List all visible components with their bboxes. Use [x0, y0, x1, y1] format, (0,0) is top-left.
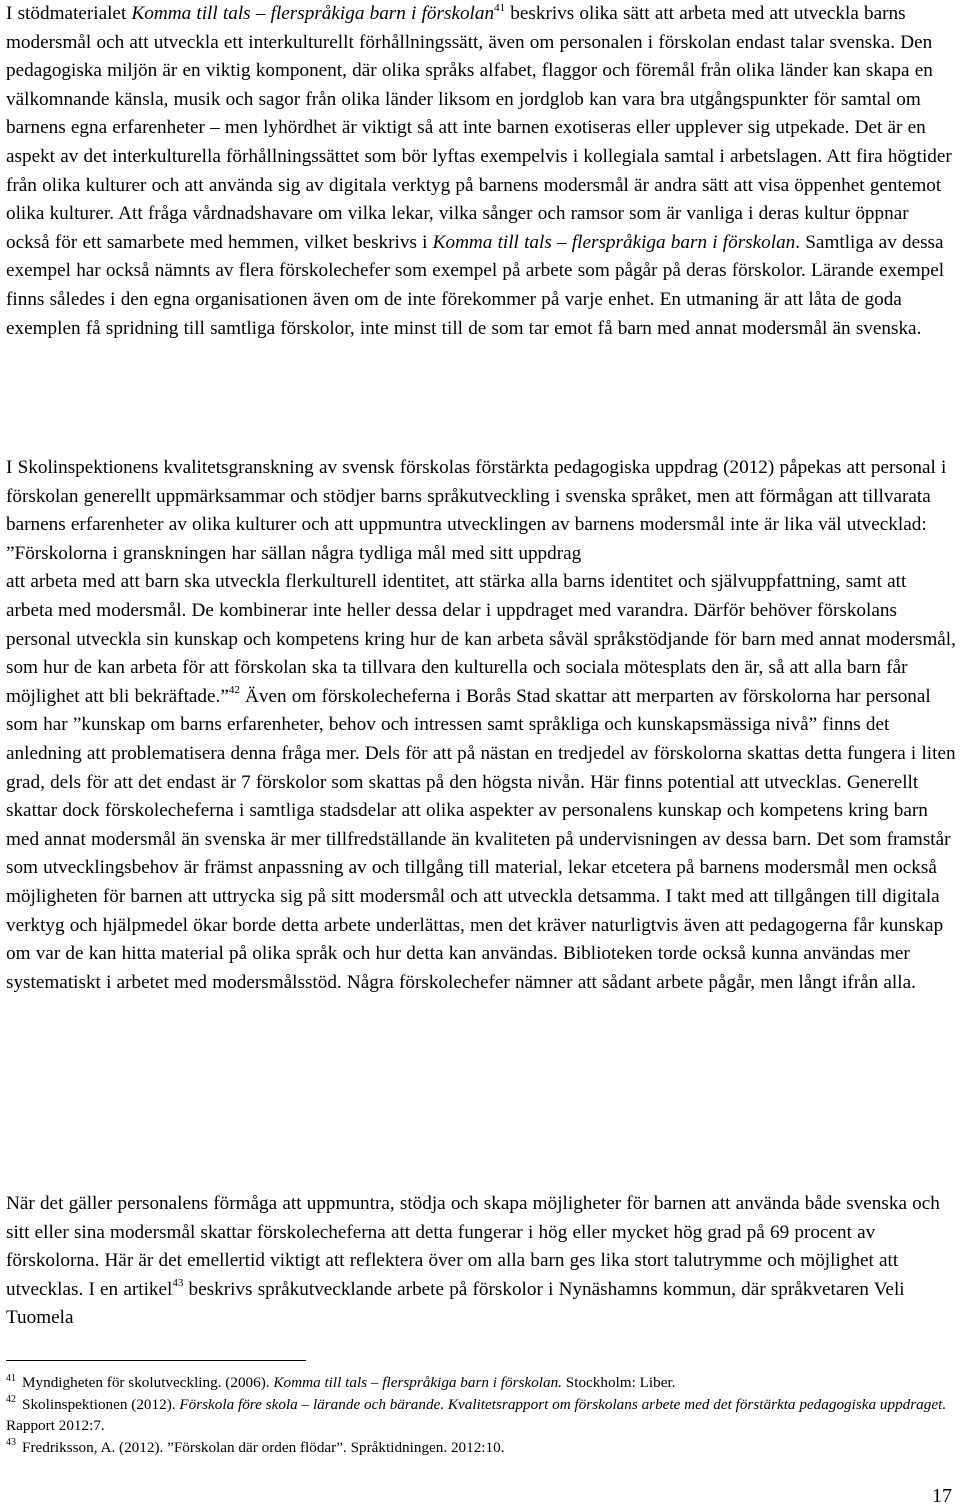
p3-text-end: beskrivs språkutvecklande arbete på förskolor i Nynäshamns kommun, där språkvetaren Veli Tuomela: [6, 1278, 905, 1329]
footnote-separator: [6, 1360, 306, 1361]
p2-quote-rest: att arbeta med att barn ska utveckla flerkulturell identitet, att stärka alla barns identitet och självuppfattning, samt att arbeta med modersmål. De kombinerar inte heller dessa delar i uppdraget med varandra. Därför behöver förskolans personal utveckla sin kunskap och kompetens kring hur de kan arbeta såväl språkstödjande för barn med annat modersmål, som hur de kan arbeta för att förskolan ska ta tillvara den kulturella och sociala mötesplats den är, så att alla barn får möjlighet att bli bekräftade.”: [6, 571, 956, 707]
p1-text-start: I stödmaterialet: [6, 3, 132, 24]
body-paragraph-1: [6, 0, 956, 343]
footnote-41: [6, 1372, 956, 1394]
p2-intro: I Skolinspektionens kvalitetsgranskning av svensk förskolas förstärkta pedagogiska uppdrag (2012) påpekas att personal i förskolan generellt uppmärksammar och stödjer barns språkutveckling i svenska språket, men att förmågan att tillvarata barnens erfarenheter av olika kulturer och att uppmuntra utvecklingen av barnens modersmål inte är lika väl utvecklad:: [6, 457, 947, 536]
body-paragraph-2: [6, 454, 956, 997]
p1-text-middle: beskrivs olika sätt att arbeta med att utveckla barns modersmål och att utveckla ett interkulturellt förhållningssätt, även om personalen i förskolan endast talar svenska. Den pedagogiska miljön är en viktig komponent, där olika språks alfabet, flaggor och föremål från olika länder kan skapa en välkomnande känsla, musik och sagor från olika länder liksom en jordglob kan vara bra utgångspunkter för samtal om barnens egna erfarenheter – men lyhördhet är viktigt så att inte barnen exotiseras eller upplever sig utpekade. Det är en aspekt av det interkulturella förhållningssättet som bör lyftas exempelvis i kollegiala samtal i arbetslagen. Att fira högtider från olika kulturer och att använda sig av digitala verktyg på barnens modersmål är andra sätt att visa öppenhet gentemot olika kulturer. Att fråga vårdnadshavare om vilka lekar, vilka sånger och ramsor som är vanliga i deras kultur öppnar också för ett samarbete med hemmen, vilket beskrivs i: [6, 3, 952, 253]
footnote-text-end: Rapport 2012:7.: [6, 1417, 105, 1434]
p3-text-start: När det gäller personalens förmåga att uppmuntra, stödja och skapa möjligheter för barnen att använda både svenska och sitt eller sina modersmål skattar förskolecheferna att detta fungerar i hög eller mycket hög grad på 69 procent av förskolorna. Här är det emellertid viktigt att reflektera över om alla barn ges lika stort talutrymme och möjlighet att utvecklas. I en artikel: [6, 1193, 940, 1300]
footnote-ref-42[interactable]: 42: [228, 684, 240, 697]
footnote-43: [6, 1437, 956, 1459]
footnote-number: 42: [6, 1394, 16, 1406]
footnote-text: Fredriksson, A. (2012). ”Förskolan där orden flödar”. Språktidningen. 2012:10.: [22, 1438, 505, 1456]
footnote-ref-43[interactable]: 43: [172, 1277, 184, 1290]
p1-cited-title-2: Komma till tals – flerspråkiga barn i förskolan: [432, 231, 796, 253]
footnote-ref-41[interactable]: 41: [494, 1, 506, 14]
footnote-number: 41: [6, 1372, 16, 1384]
footnotes: [6, 1372, 956, 1458]
p1-text-end: . Samtliga av dessa exempel har också nämnts av flera förskolechefer som exempel på arbete som pågår på deras förskolor. Lärande exempel finns således i den egna organisationen även om de inte förekommer på varje enhet. En utmaning är att låta de goda exemplen få spridning till samtliga förskolor, inte minst till de som tar emot få barn med annat modersmål än svenska.: [6, 231, 945, 339]
footnote-text: Skolinspektionen (2012).: [22, 1395, 180, 1413]
footnote-text: Myndigheten för skolutveckling. (2006).: [22, 1374, 274, 1391]
footnote-title: Komma till tals – flerspråkiga barn i förskolan.: [273, 1374, 562, 1391]
page-number: 17: [932, 1485, 952, 1507]
footnote-number: 43: [6, 1437, 16, 1449]
body-paragraph-3: [6, 1190, 956, 1333]
footnote-title: Förskola före skola – lärande och bärande. Kvalitetsrapport om förskolans arbete med det förstärkta pedagogiska uppdraget.: [179, 1395, 947, 1413]
p2-text-end: Även om förskolecheferna i Borås Stad skattar att merparten av förskolorna har personal som har ”kunskap om barns erfarenheter, behov och intressen samt språkliga och kunskapsmässiga nivå” finns det anledning att problematisera denna fråga mer. Dels för att på nästan en tredjedel av förskolorna skattas detta fungera i liten grad, dels för att det endast är 7 förskolor som skattas på den högsta nivån. Här finns potential att utvecklas. Generellt skattar dock förskolecheferna i samtliga stadsdelar att olika aspekter av personalens kunskap och kompetens kring barn med annat modersmål än svenska är mer tillfredställande än kvaliteten på undervisningen av dessa barn. Det som framstår som utvecklingsbehov är främst anpassning av och tillgång till material, lekar etcetera på barnens modersmål men också möjligheten för barnen att uttrycka sig på sitt modersmål och att utveckla detsamma. I takt med att tillgången till digitala verktyg och hjälpmedel ökar borde detta arbete underlättas, men det kräver naturligtvis även att pedagogerna får kunskap om var de kan hitta material på olika språk och hur detta kan användas. Biblioteken torde också kunna användas mer systematiskt i arbetet med modersmålsstöd. Några förskolechefer nämner att sådant arbete pågår, men långt ifrån alla.: [6, 685, 956, 993]
footnote-text-end: Stockholm: Liber.: [561, 1374, 676, 1391]
p1-cited-title: Komma till tals – flerspråkiga barn i förskolan: [131, 3, 495, 24]
footnote-42: [6, 1394, 956, 1437]
p2-quote-first-line: ”Förskolorna i granskningen har sällan några tydliga mål med sitt uppdrag: [6, 542, 582, 564]
